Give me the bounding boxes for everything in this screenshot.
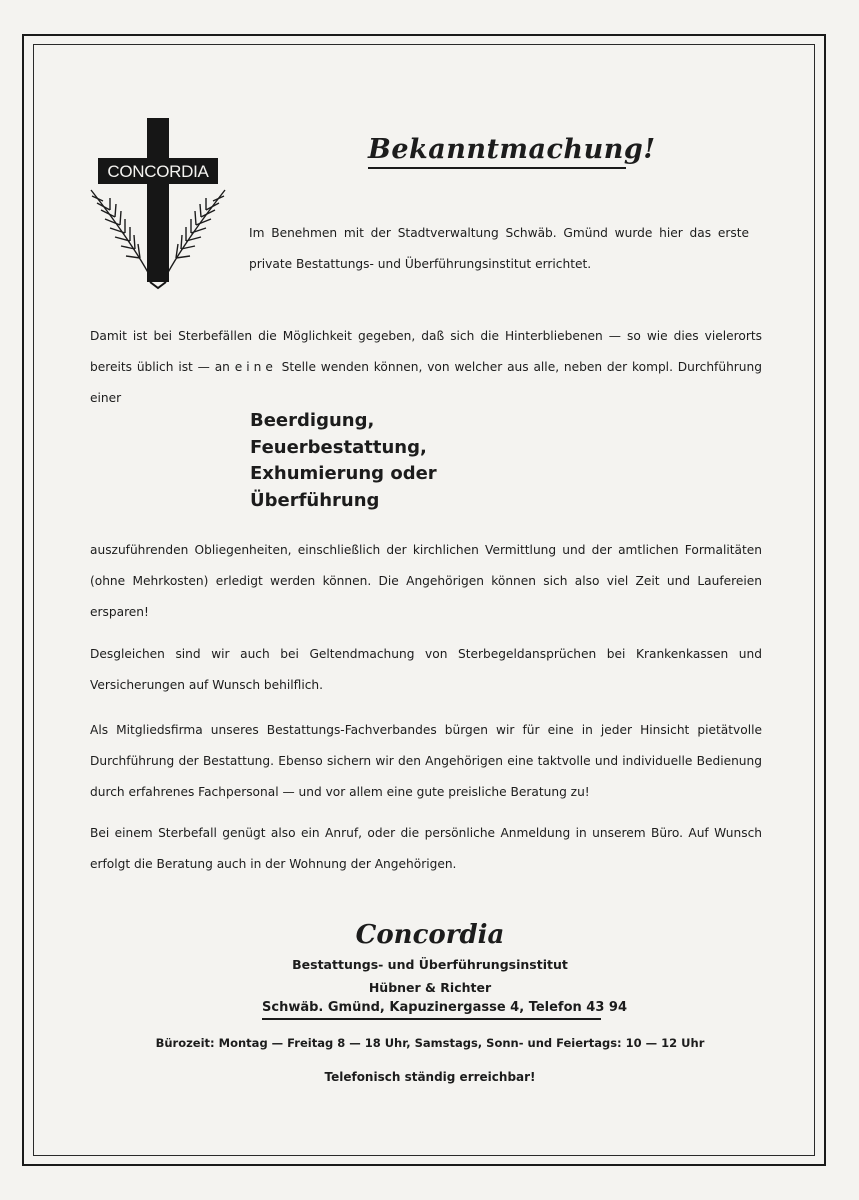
company-owners: Hübner & Richter	[368, 980, 492, 995]
paragraph-text: Stelle wenden können, von welcher aus alle, neben der kompl. Durchführung einer	[90, 360, 762, 405]
company-signature: Concordia	[355, 920, 505, 950]
paragraph-possibility	[90, 321, 762, 414]
company-description: Bestattungs- und Überführungsinstitut	[292, 957, 568, 972]
service-item: Feuerbestattung,	[250, 436, 427, 458]
palm-frond-right-icon	[165, 190, 225, 278]
paragraph-duties: auszuführenden Obliegenheiten, einschließlich der kirchlichen Vermittlung und der amtlichen Formalitäten (ohne Mehrkosten) erledigt werden können. Die Angehörigen können sich also viel Zeit und Laufereien ersparen!	[90, 543, 762, 619]
page-title: Bekanntmachung!	[368, 134, 626, 169]
office-hours: Bürozeit: Montag — Freitag 8 — 18 Uhr, Samstags, Sonn- und Feiertags: 10 — 12 Uhr	[155, 1036, 705, 1050]
concordia-cross-logo	[88, 118, 228, 293]
logo-text: CONCORDIA	[107, 162, 209, 181]
intro-paragraph: Im Benehmen mit der Stadtverwaltung Schwäb. Gmünd wurde hier das erste private Bestattungs- und Überführungsinstitut errichtet.	[249, 226, 749, 271]
company-address: Schwäb. Gmünd, Kapuzinergasse 4, Telefon 43 94	[262, 1000, 601, 1020]
paragraph-text: Damit ist bei Sterbefällen die Möglichkeit gegeben, daß sich die Hinterbliebenen — so wie dies vielerorts bereits üblich ist — an	[90, 329, 762, 374]
service-item: Exhumierung oder	[250, 463, 437, 484]
paragraph-insurance: Desgleichen sind wir auch bei Geltendmachung von Sterbegeldansprüchen bei Krankenkassen und Versicherungen auf Wunsch behilflich.	[90, 647, 762, 692]
service-item: Beerdigung,	[250, 410, 375, 431]
service-item: Überführung	[250, 489, 380, 511]
paragraph-membership: Als Mitgliedsfirma unseres Bestattungs-Fachverbandes bürgen wir für eine in jeder Hinsicht pietätvolle Durchführung der Bestattung. Ebenso sichern wir den Angehörigen eine taktvolle und individuelle Bedienung durch erfahrenes Fachpersonal — und vor allem eine gute preisliche Beratung zu!	[90, 723, 762, 799]
palm-frond-left-icon	[91, 190, 151, 278]
services-list	[250, 408, 437, 514]
emphasis-word: eine	[234, 360, 277, 374]
phone-availability: Telefonisch ständig erreichbar!	[324, 1070, 536, 1084]
paragraph-contact: Bei einem Sterbefall genügt also ein Anruf, oder die persönliche Anmeldung in unserem Büro. Auf Wunsch erfolgt die Beratung auch in der Wohnung der Angehörigen.	[90, 826, 762, 871]
